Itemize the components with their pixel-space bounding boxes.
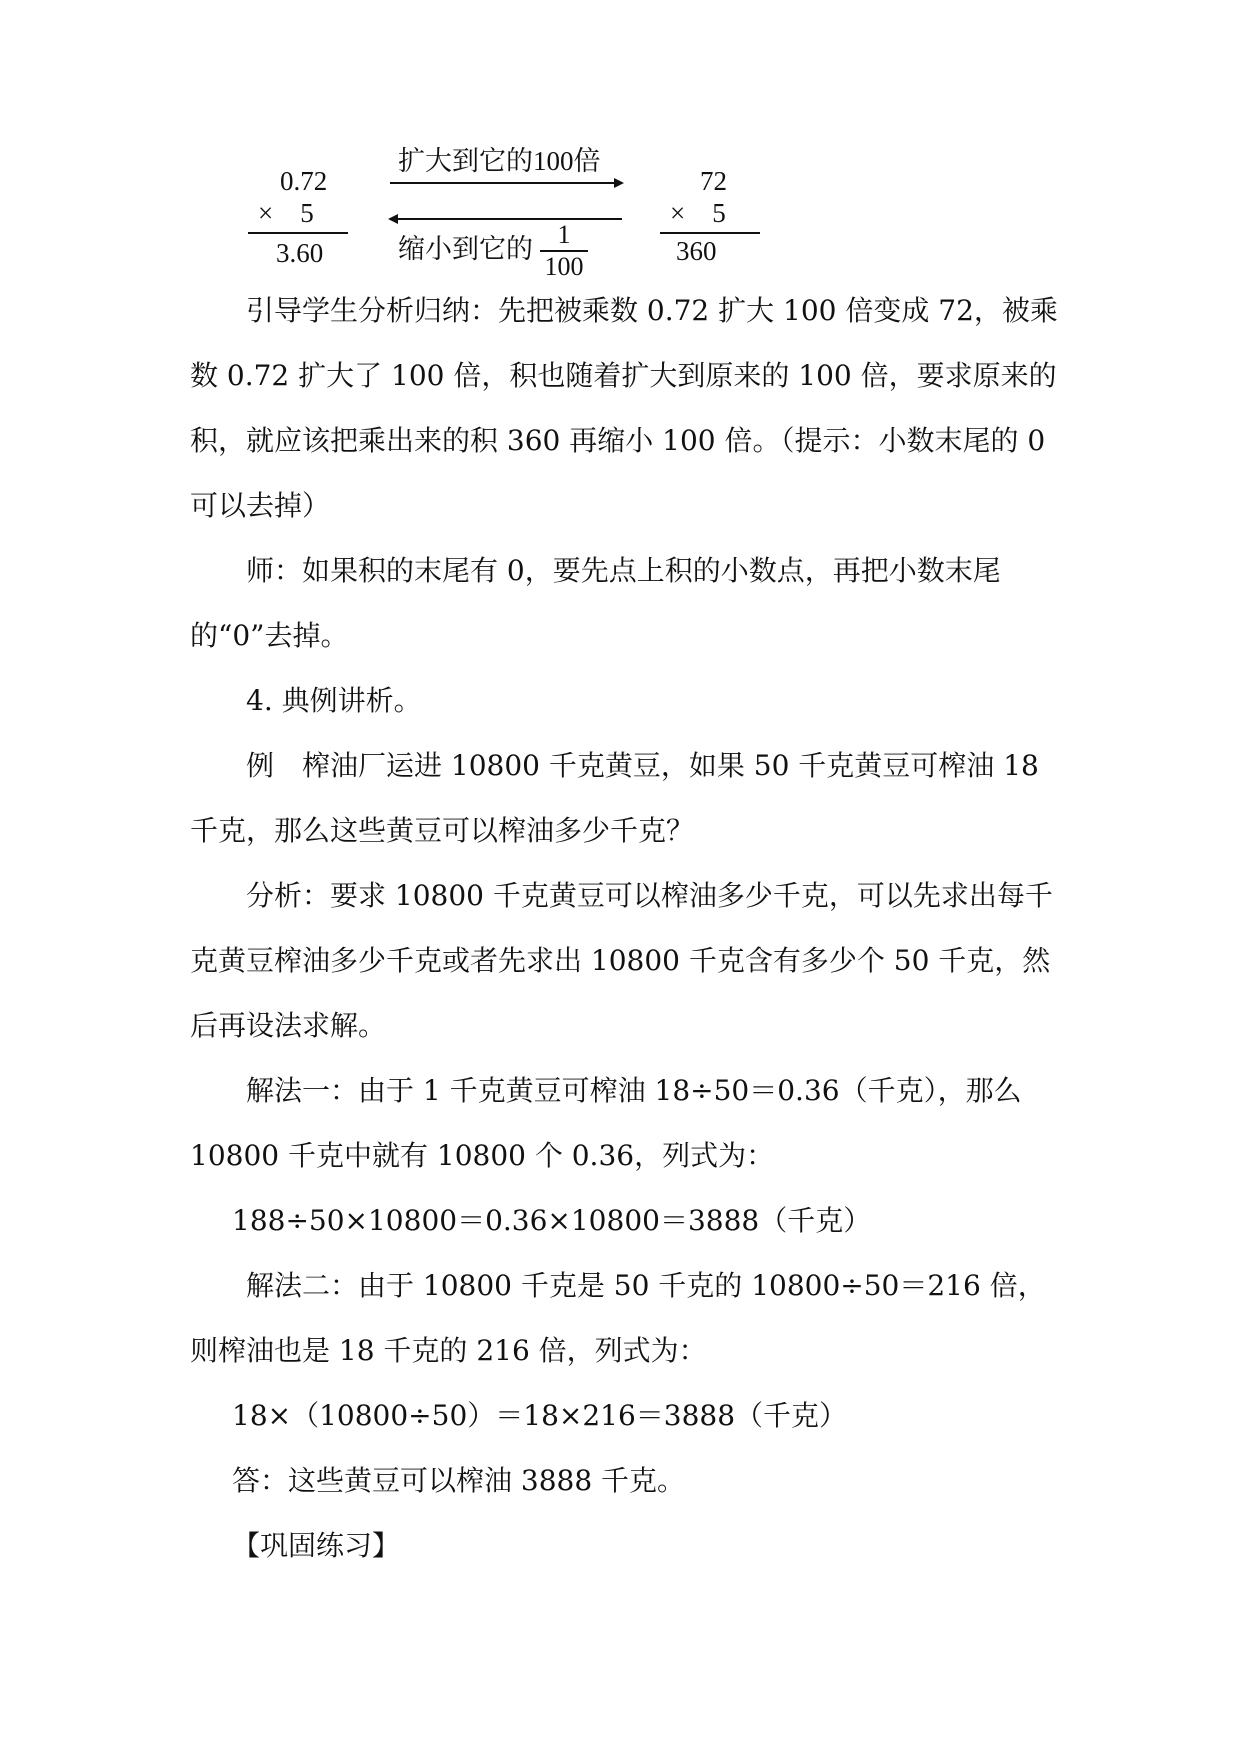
equation-one: 188÷50×10800＝0.36×10800＝3888（千克） bbox=[232, 1204, 872, 1237]
right-product: 360 bbox=[676, 236, 717, 266]
top-arrow-label: 扩大到它的100倍 bbox=[398, 146, 601, 176]
solution-one: 解法一：由于 1 千克黄豆可榨油 18÷50＝0.36（千克），那么10800 千克中就有 10800 个 0.36，列式为： bbox=[190, 1074, 1022, 1172]
left-product: 3.60 bbox=[276, 238, 324, 268]
answer-line: 答：这些黄豆可以榨油 3888 千克。 bbox=[232, 1464, 686, 1497]
analysis-paragraph: 引导学生分析归纳：先把被乘数 0.72 扩大 100 倍变成 72，被乘数 0.72 扩大了 100 倍，积也随着扩大到原来的 100 倍，要求原来的积，就应该把乘出来的积 360 再缩小 100 倍。（提示：小数末尾的 0 可以去掉） bbox=[190, 294, 1058, 522]
analysis-text: 分析：要求 10800 千克黄豆可以榨油多少千克，可以先求出每千克黄豆榨油多少千克或者先求出 10800 千克含有多少个 50 千克，然后再设法求解。 bbox=[190, 879, 1053, 1042]
equation-two: 18×（10800÷50）＝18×216＝3888（千克） bbox=[232, 1399, 848, 1432]
bottom-arrow-label: 缩小到它的 bbox=[398, 234, 533, 264]
left-multiplier: × 5 bbox=[258, 198, 314, 228]
example-problem: 例 榨油厂运进 10800 千克黄豆，如果 50 千克黄豆可榨油 18 千克，那么这些黄豆可以榨油多少千克？ bbox=[190, 749, 1039, 847]
example-heading: 4. 典例讲析。 bbox=[246, 684, 422, 717]
fraction-denominator: 100 bbox=[544, 252, 584, 281]
fraction-numerator: 1 bbox=[557, 220, 571, 249]
right-arrow bbox=[390, 182, 622, 184]
left-multiplicand: 0.72 bbox=[280, 166, 328, 196]
right-multiplier: × 5 bbox=[670, 198, 726, 228]
section-heading: 【巩固练习】 bbox=[232, 1529, 401, 1562]
right-multiplicand: 72 bbox=[700, 166, 727, 196]
right-underline bbox=[660, 232, 760, 234]
left-arrow bbox=[390, 218, 622, 220]
multiplication-diagram bbox=[240, 140, 800, 290]
left-underline bbox=[248, 232, 348, 234]
teacher-paragraph: 师：如果积的末尾有 0，要先点上积的小数点，再把小数末尾的“0”去掉。 bbox=[190, 554, 1001, 652]
solution-two: 解法二：由于 10800 千克是 50 千克的 10800÷50＝216 倍，则榨油也是 18 千克的 216 倍，列式为： bbox=[190, 1269, 1046, 1367]
fraction-one-hundredth bbox=[540, 222, 588, 280]
